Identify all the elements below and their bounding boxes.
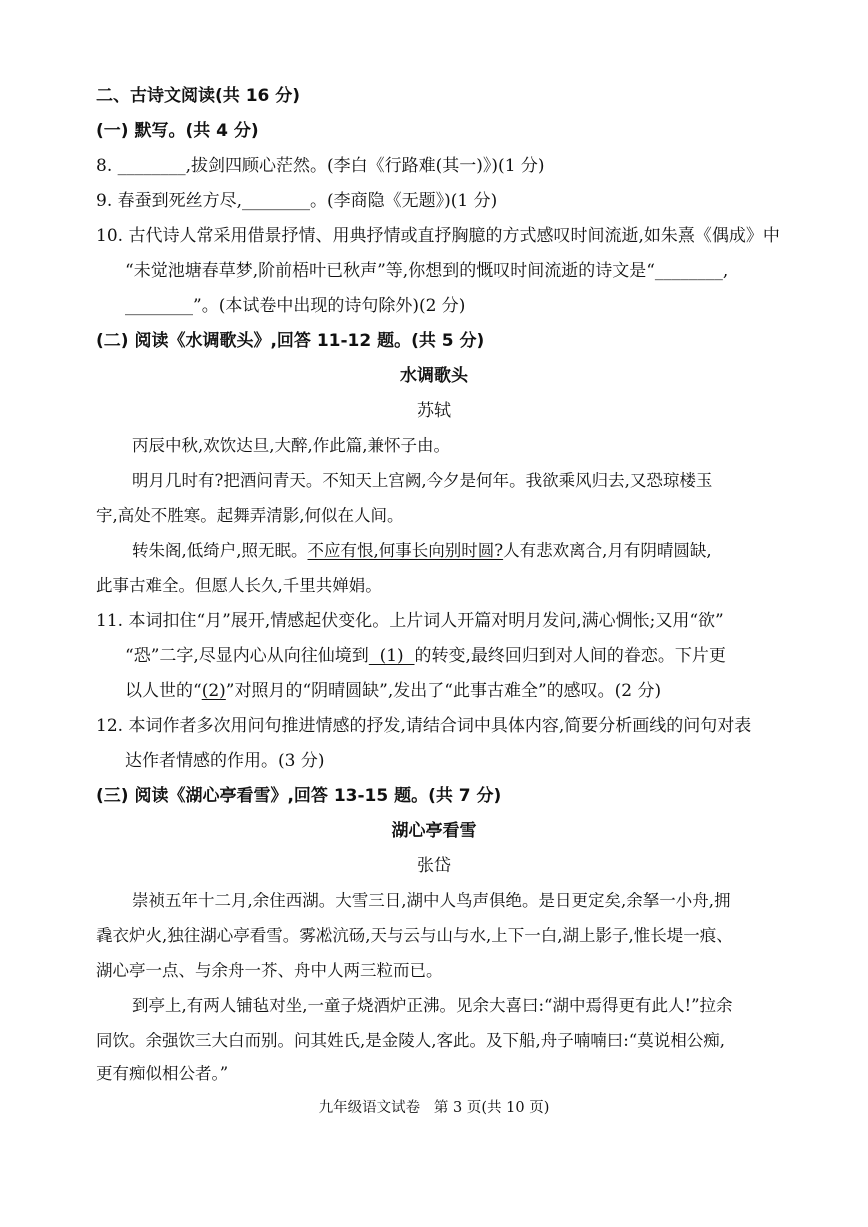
text-p2-line3: 更有痴似相公者。” <box>96 1064 229 1083</box>
text-p1-line3: 湖心亭一点、与余舟一芥、舟中人两三粒而已。 <box>96 961 443 980</box>
question-text: ”对照月的“阴晴圆缺”,发出了“此事古难全”的感叹。(2 分) <box>225 681 662 701</box>
poem-text: 人有悲欢离合,月有阴晴圆缺, <box>503 541 712 560</box>
poem-text: 转朱阁,低绮户,照无眠。 <box>132 541 308 560</box>
question-text: 的转变,最终回归到对人间的眷恋。下片更 <box>414 646 726 666</box>
question-10-line1: 10. 古代诗人常采用借景抒情、用典抒情或直抒胸臆的方式感叹时间流逝,如朱熹《偶成》中 <box>96 226 780 246</box>
underlined-question: 不应有恨,何事长向别时圆? <box>307 541 504 560</box>
text-title: 湖心亭看雪 <box>391 821 477 841</box>
answer-blank-2: (2) <box>201 681 226 701</box>
answer-blank-1: (1) <box>368 646 415 666</box>
part3-heading: (三) 阅读《湖心亭看雪》,回答 13-15 题。(共 7 分) <box>96 786 502 806</box>
question-11-line3 <box>125 679 661 703</box>
text-p1-line2: 毳衣炉火,独往湖心亭看雪。雾凇沆砀,天与云与山与水,上下一白,湖上影子,惟长堤一痕、 <box>96 926 733 945</box>
text-p1-line1: 崇祯五年十二月,余住西湖。大雪三日,湖中人鸟声俱绝。是日更定矣,余拏一小舟,拥 <box>132 891 731 910</box>
question-10-line2: “未觉池塘春草梦,阶前梧叶已秋声”等,你想到的慨叹时间流逝的诗文是“________, <box>125 261 729 281</box>
part2-heading: (二) 阅读《水调歌头》,回答 11-12 题。(共 5 分) <box>96 331 485 351</box>
poem-stanza1-line1: 明月几时有?把酒问青天。不知天上宫阙,今夕是何年。我欲乘风归去,又恐琼楼玉 <box>132 471 713 490</box>
poem-stanza2-line1 <box>132 539 712 563</box>
poem-title: 水调歌头 <box>400 366 468 386</box>
part1-heading: (一) 默写。(共 4 分) <box>96 121 259 141</box>
question-11-line1: 11. 本词扣住“月”展开,情感起伏变化。上片词人开篇对明月发问,满心惆怅;又用“欲” <box>96 611 724 631</box>
question-text: 以人世的“ <box>125 681 202 701</box>
question-10-line3: ________”。(本试卷中出现的诗句除外)(2 分) <box>125 296 466 316</box>
text-p2-line1: 到亭上,有两人铺毡对坐,一童子烧酒炉正沸。见余大喜曰:“湖中焉得更有此人!”拉余 <box>132 996 733 1015</box>
text-p2-line2: 同饮。余强饮三大白而别。问其姓氏,是金陵人,客此。及下船,舟子喃喃曰:“莫说相公痴, <box>96 1031 725 1050</box>
text-author: 张岱 <box>417 856 451 876</box>
page-footer: 九年级语文试卷 第 3 页(共 10 页) <box>318 1100 550 1116</box>
section-heading: 二、古诗文阅读(共 16 分) <box>96 86 301 106</box>
poem-preface: 丙辰中秋,欢饮达旦,大醉,作此篇,兼怀子由。 <box>132 436 450 455</box>
question-12-line1: 12. 本词作者多次用问句推进情感的抒发,请结合词中具体内容,简要分析画线的问句对表 <box>96 716 752 736</box>
question-8: 8. ________,拔剑四顾心茫然。(李白《行路难(其一)》)(1 分) <box>96 156 545 176</box>
poem-stanza2-line2: 此事古难全。但愿人长久,千里共婵娟。 <box>96 576 382 595</box>
question-text: “恐”二字,尽显内心从向往仙境到 <box>125 646 369 666</box>
question-11-line2 <box>125 644 726 668</box>
poem-author: 苏轼 <box>417 401 451 421</box>
question-12-line2: 达作者情感的作用。(3 分) <box>125 751 325 771</box>
question-9: 9. 春蚕到死丝方尽,________。(李商隐《无题》)(1 分) <box>96 191 498 211</box>
poem-stanza1-line2: 宇,高处不胜寒。起舞弄清影,何似在人间。 <box>96 506 404 525</box>
